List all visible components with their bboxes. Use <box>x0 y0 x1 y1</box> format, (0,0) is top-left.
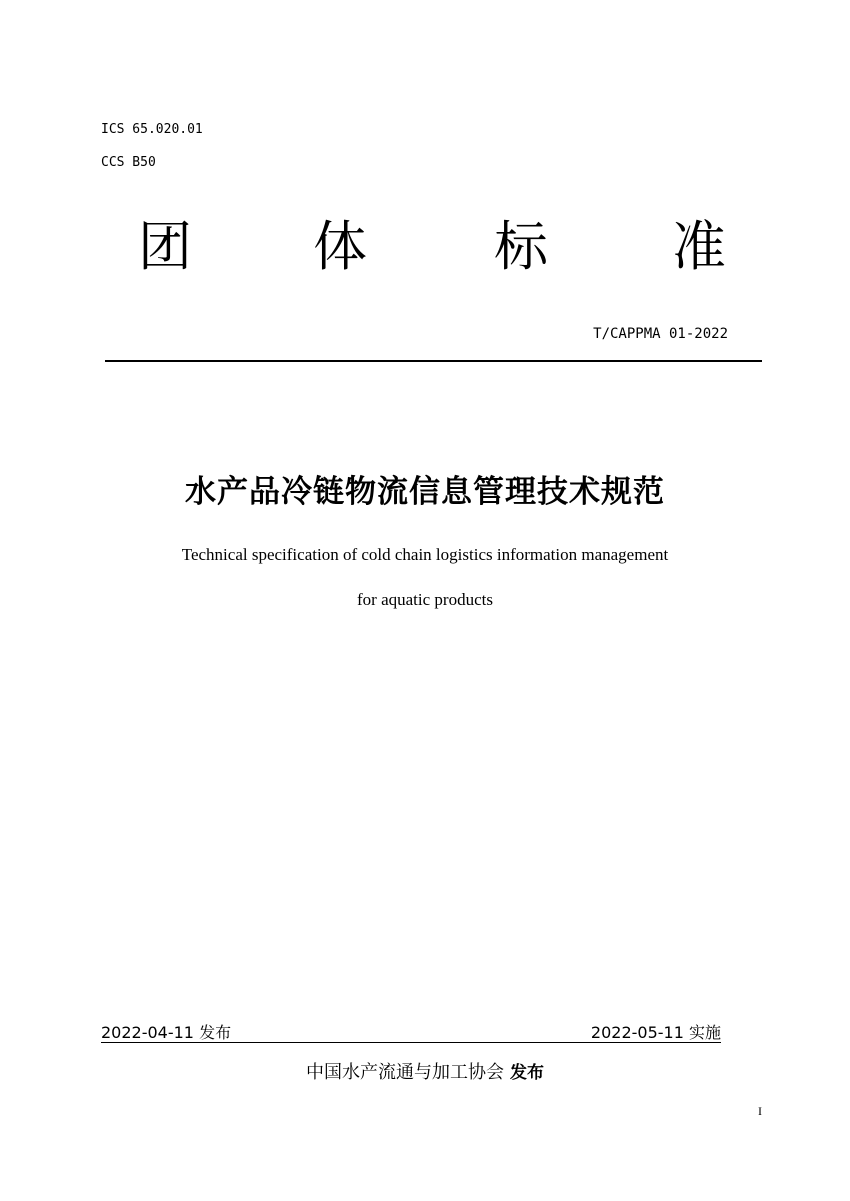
standard-type-char: 团 <box>138 215 192 278</box>
standard-type-char: 标 <box>494 215 548 278</box>
issue-date-label: 发布 <box>199 1023 232 1042</box>
publisher-line <box>0 1058 850 1084</box>
header-divider <box>105 360 762 362</box>
standard-type-heading <box>0 212 850 282</box>
title-chinese: 水产品冷链物流信息管理技术规范 <box>185 474 665 510</box>
title-english-line1: Technical specification of cold chain logistics information management <box>181 545 669 564</box>
implement-date <box>591 1020 721 1043</box>
implement-date-label: 实施 <box>688 1023 721 1042</box>
page-number: I <box>758 1104 762 1118</box>
ccs-code: CCS B50 <box>101 155 156 170</box>
dates-row <box>101 1020 721 1043</box>
ics-code: ICS 65.020.01 <box>101 122 203 137</box>
title-english-line2: for aquatic products <box>357 590 493 609</box>
standard-code: T/CAPPMA 01-2022 <box>593 326 728 342</box>
standard-type-char: 准 <box>672 215 726 278</box>
issue-date <box>101 1020 231 1043</box>
issue-date-value: 2022-04-11 <box>101 1023 194 1042</box>
publisher-organization: 中国水产流通与加工协会 <box>306 1062 504 1083</box>
standard-type-char: 体 <box>313 215 367 278</box>
implement-date-value: 2022-05-11 <box>590 1023 684 1042</box>
publisher-action: 发布 <box>510 1063 544 1083</box>
